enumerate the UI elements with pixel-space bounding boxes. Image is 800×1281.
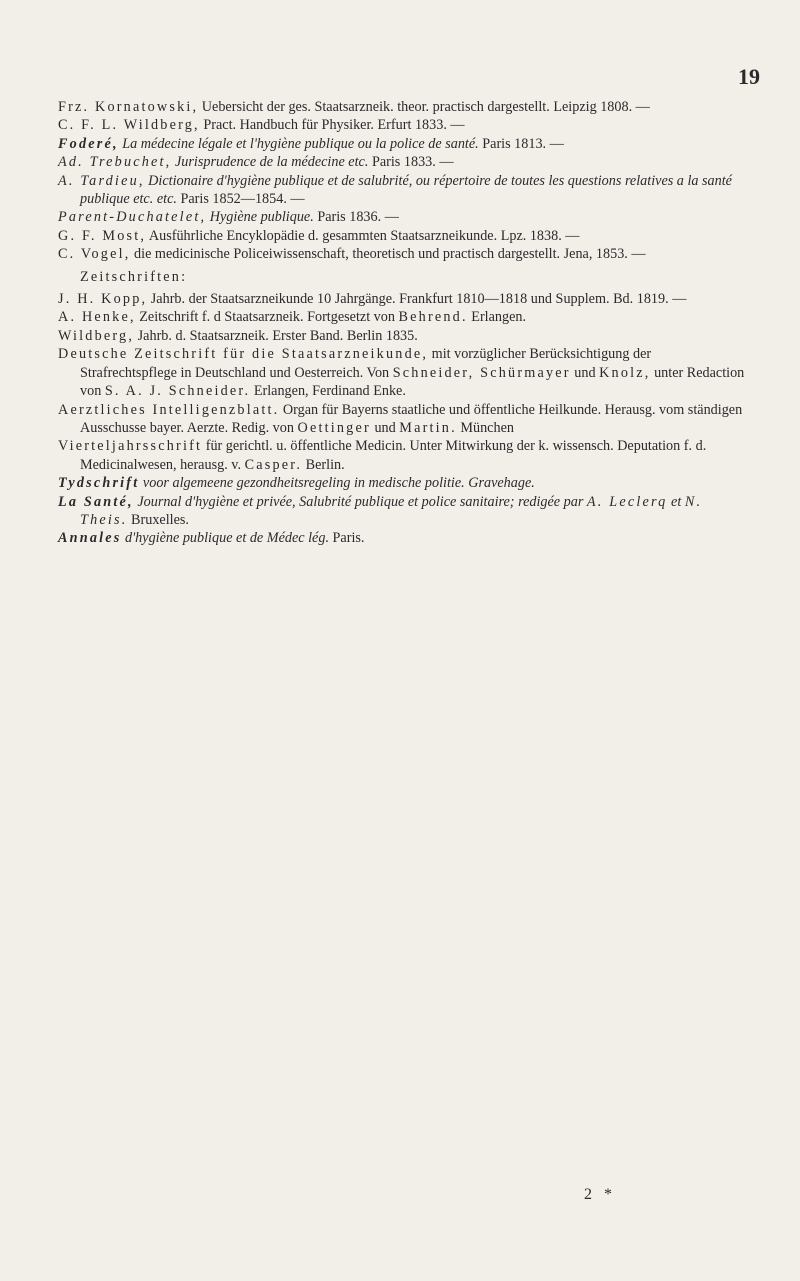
bib-text: Paris 1852—1854. — bbox=[176, 191, 305, 208]
journal-entry-henke bbox=[58, 308, 748, 326]
bib-title: Jurisprudence de la médecine etc. bbox=[171, 154, 369, 171]
bib-text: die medicinische Policeiwissenschaft, theoretisch und practisch dargestellt. Jena, 1853. — bbox=[130, 246, 646, 263]
journal-text: voor algemeene gezondheitsregeling in medische politie. Gravehage. bbox=[139, 475, 535, 492]
page-body bbox=[58, 98, 748, 548]
journal-editor: Casper. bbox=[244, 456, 303, 473]
journal-text: Journal d'hygiène et privée, Salubrité publique et police sanitaire; redigée par bbox=[133, 493, 587, 510]
journal-editor: Oettinger bbox=[297, 419, 371, 436]
journal-entry-wildberg bbox=[58, 327, 748, 345]
journal-text: d'hygiène publique et de Médec lég. bbox=[121, 530, 329, 547]
journal-editor: S. A. J. Schneider. bbox=[104, 383, 251, 400]
bib-entry-most bbox=[58, 227, 748, 245]
journal-text: und bbox=[370, 419, 400, 436]
journal-text: unter Redaction von bbox=[80, 364, 745, 400]
journal-text: für gerichtl. u. öffentliche Medicin. Unter Mitwirkung der k. wissensch. Deputation f. d. Medicinalwesen, herausg. v. bbox=[80, 438, 707, 473]
journal-text: Zeitschrift f. d Staatsarzneik. Fortgesetzt von bbox=[135, 309, 399, 326]
bib-author: Foderé, bbox=[58, 135, 119, 152]
bib-author: C. Vogel, bbox=[58, 246, 131, 263]
journal-text: München bbox=[456, 419, 514, 436]
bib-text: Uebersicht der ges. Staatsarzneik. theor. practisch dargestellt. Leipzig 1808. — bbox=[198, 99, 650, 115]
journal-title: Deutsche Zeitschrift für die Staatsarzneikunde, bbox=[58, 346, 429, 363]
journal-editor: A. Leclerq bbox=[586, 493, 668, 510]
journal-text: Paris. bbox=[329, 530, 365, 547]
bib-entry-trebuchet bbox=[58, 153, 748, 171]
journal-entry-annales bbox=[58, 529, 748, 547]
section-heading: Zeitschriften: bbox=[80, 268, 188, 285]
journal-editor: Martin. bbox=[399, 419, 457, 436]
journal-title: La Santé, bbox=[58, 493, 134, 510]
journal-entry-tydschrift bbox=[58, 474, 748, 492]
bib-entry-fodere bbox=[58, 135, 748, 153]
bib-entry-parent-duchatelet bbox=[58, 208, 748, 226]
journal-author: A. Henke, bbox=[58, 309, 136, 326]
page-number: 19 bbox=[738, 64, 760, 89]
bib-author: G. F. Most, bbox=[58, 227, 147, 244]
journal-editor: Behrend. bbox=[398, 309, 468, 326]
journal-title: Tydschrift bbox=[58, 475, 140, 492]
bib-author: Ad. Trebuchet, bbox=[58, 154, 172, 171]
journal-text: Organ für Bayerns staatliche und öffentliche Heilkunde. Herausg. vom ständigen Ausschusse bayer. Aerzte. Redig. von bbox=[80, 401, 743, 436]
journal-text: Jahrb. der Staatsarzneikunde 10 Jahrgänge. Frankfurt 1810—1818 und Supplem. Bd. 1819. — bbox=[147, 291, 687, 308]
journal-text: et bbox=[667, 493, 685, 510]
bib-text: Paris 1833. — bbox=[368, 154, 454, 171]
bib-text: Paris 1836. — bbox=[313, 209, 399, 226]
bib-title: Dictionaire d'hygiène publique et de salubrité, ou répertoire de toutes les questions relatives a la santé publique etc. etc. bbox=[80, 172, 732, 208]
journal-author: Wildberg, bbox=[58, 327, 135, 344]
bib-title: Hygiène publique. bbox=[206, 209, 314, 226]
bib-entry-vogel bbox=[58, 245, 748, 263]
bib-author: C. F. L. Wildberg, bbox=[58, 117, 200, 134]
bib-text: Paris 1813. — bbox=[478, 135, 564, 152]
printer-signature: 2 * bbox=[584, 1186, 616, 1203]
bib-entry-tardieu bbox=[58, 172, 748, 209]
journal-title: Aerztliches Intelligenzblatt. bbox=[58, 401, 280, 418]
bib-title: La médecine légale et l'hygiène publique ou la police de santé. bbox=[118, 135, 479, 152]
bib-text: Ausführliche Encyklopädie d. gesammten Staatsarzneikunde. Lpz. 1838. — bbox=[146, 227, 580, 244]
bib-author: Frz. Kornatowski, bbox=[58, 99, 199, 115]
journal-editor: Schneider, Schürmayer bbox=[392, 364, 571, 381]
journal-text: Erlangen, Ferdinand Enke. bbox=[250, 383, 406, 400]
bib-entry-kornatowski bbox=[58, 98, 748, 116]
bib-text: Pract. Handbuch für Physiker. Erfurt 1833. — bbox=[199, 117, 465, 134]
journal-author: J. H. Kopp, bbox=[58, 291, 148, 308]
journal-editor: Knolz, bbox=[599, 364, 651, 381]
journal-text: Berlin. bbox=[302, 456, 345, 473]
journal-text: und bbox=[570, 364, 600, 381]
journal-text: Jahrb. d. Staatsarzneik. Erster Band. Berlin 1835. bbox=[134, 327, 418, 344]
journal-entry-vierteljahrsschrift bbox=[58, 437, 748, 474]
journal-entry-deutsche-zeitschrift bbox=[58, 345, 748, 400]
journal-entry-kopp bbox=[58, 290, 748, 308]
bib-author: A. Tardieu, bbox=[58, 172, 145, 189]
journal-entry-la-sante bbox=[58, 493, 748, 530]
journal-entry-aerztliches bbox=[58, 401, 748, 438]
journal-text: Bruxelles. bbox=[127, 511, 189, 528]
bib-author: Parent-Duchatelet, bbox=[58, 209, 207, 226]
journal-title: Annales bbox=[58, 530, 122, 547]
journal-text: mit vorzüglicher Berücksichtigung der Strafrechtspflege in Deutschland und Oesterreich. Von bbox=[80, 346, 652, 381]
bib-entry-wildberg bbox=[58, 116, 748, 134]
journal-title: Vierteljahrsschrift bbox=[58, 438, 203, 455]
journal-editor: N. Theis. bbox=[80, 493, 703, 528]
journal-text: Erlangen. bbox=[467, 309, 527, 326]
